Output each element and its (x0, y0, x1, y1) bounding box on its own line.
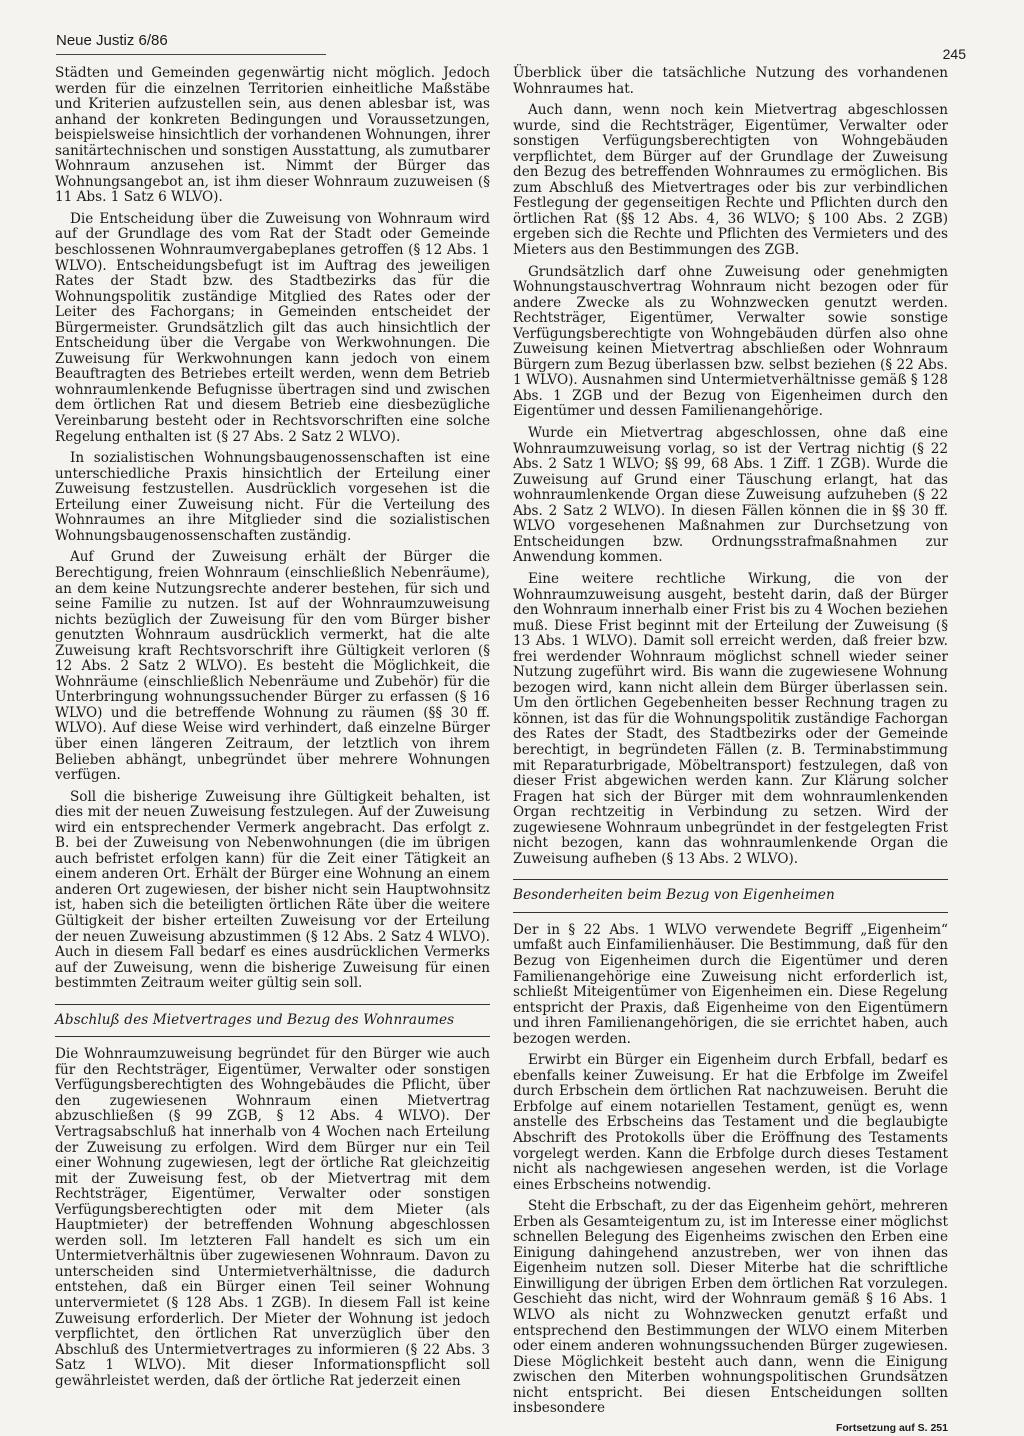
paragraph: Auch dann, wenn noch kein Mietvertrag abgeschlossen wurde, sind die Rechtsträger, Eigentümer, Verwalter oder sonstigen Verfügungsberechtigten von Wohngebäuden verpflichtet, dem Bürger auf der Grundlage der Zuweisung den Bezug des betreffenden Wohnraumes zu ermöglichen. Bis zum Abschluß des Mietvertrages oder bis zur verbindlichen Festlegung der gegenseitigen Rechte und Pflichten durch den örtlichen Rat (§§ 12 Abs. 4, 36 WLVO; § 100 Abs. 2 ZGB) ergeben sich die Rechte und Pflichten des Vermieters und des Mieters aus den Bestimmungen des ZGB. (513, 102, 948, 259)
journal-title: Neue Justiz 6/86 (56, 32, 168, 49)
paragraph: Steht die Erbschaft, zu der das Eigenheim gehört, mehreren Erben als Gesamteigentum zu, ist im Interesse einer möglichst schnellen Belegung des Eigenheims zwischen den Erben eine Einigung dahingehend anzustreben, wer von ihnen das Eigenheim nutzen soll. Dieser Miterbe hat die schriftliche Einwilligung der übrigen Erben dem örtlichen Rat vorzulegen. Geschieht das nicht, wird der Wohnraum gemäß § 16 Abs. 1 WLVO als nicht zu Wohnzwecken genutzt erfaßt und entsprechend den Bestimmungen der WLVO einem Miterben oder einem anderen wohnungssuchenden Bürger zugewiesen. Diese Möglichkeit besteht auch dann, wenn die Einigung zwischen den Miterben wohnungspolitischen Grundsätzen nicht entspricht. Bei diesen Entscheidungen sollten insbesondere (513, 1198, 948, 1417)
paragraph: In sozialistischen Wohnungsbaugenossenschaften ist eine unterschiedliche Praxis hinsichtlich der Erteilung einer Zuweisung festzustellen. Ausdrücklich vorgesehen ist die Erteilung einer Zuweisung nicht. Für die Verteilung des Wohnraumes an ihre Mitglieder sind die sozialistischen Wohnungsbaugenossenschaften zuständig. (55, 450, 490, 544)
paragraph: Die Entscheidung über die Zuweisung von Wohnraum wird auf der Grundlage des vom Rat der Stadt oder Gemeinde beschlossenen Wohnraumvergabeplanes getroffen (§ 12 Abs. 1 WLVO). Entscheidungsbefugt ist im Auftrag des jeweiligen Rates der Stadt bzw. des Stadtbezirks das für die Wohnungspolitik zuständige Mitglied des Rates oder der Leiter des Fachorgans; in Gemeinden entscheidet der Bürgermeister. Grundsätzlich gilt das auch hinsichtlich der Entscheidung über die Vergabe von Werkwohnungen. Die Zuweisung für Werkwohnungen kann jedoch von einem Beauftragten des Betriebes erteilt werden, wenn dem Betrieb wohnraumlenkende Befugnisse übertragen sind und zwischen dem örtlichen Rat und diesem Betrieb eine diesbezügliche Vereinbarung besteht oder in Rechtsvorschriften eine solche Regelung enthalten ist (§ 27 Abs. 2 Satz 2 WLVO). (55, 210, 490, 445)
paragraph: Eine weitere rechtliche Wirkung, die von der Wohnraumzuweisung ausgeht, besteht darin, daß der Bürger den Wohnraum innerhalb einer Frist bis zu 4 Wochen beziehen muß. Diese Frist beginnt mit der Erteilung der Zuweisung (§ 13 Abs. 1 WLVO). Damit soll erreicht werden, daß freier bzw. frei werdender Wohnraum möglichst schnell wieder seiner Nutzung zugeführt wird. Bis wann die zugewiesene Wohnung bezogen wird, kann nicht allein dem Bürger überlassen sein. Um den örtlichen Gegebenheiten besser Rechnung tragen zu können, ist das für die Wohnungspolitik zuständige Fachorgan des Rates der Stadt, des Stadtbezirks oder der Gemeinde berechtigt, in begründeten Fällen (z. B. Terminabstimmung mit Reparaturbrigade, Möbeltransport) festzulegen, daß von dieser Frist abgewichen werden kann. Zur Klärung solcher Fragen hat sich der Bürger mit dem wohnraumlenkenden Organ rechtzeitig in Verbindung zu setzen. Wird der zugewiesene Wohnraum unbegründet in der festgelegten Frist nicht bezogen, kann das wohnraumlenkende Organ die Zuweisung aufheben (§ 13 Abs. 2 WLVO). (513, 570, 948, 867)
paragraph: Wurde ein Mietvertrag abgeschlossen, ohne daß eine Wohnraumzuweisung vorlag, so ist der Vertrag nichtig (§ 22 Abs. 2 Satz 1 WLVO; §§ 99, 68 Abs. 1 Ziff. 1 ZGB). Wurde die Zuweisung auf Grund einer Täuschung erlangt, hat das wohnraumlenkende Organ diese Zuweisung aufzuheben (§ 22 Abs. 2 Satz 2 WLVO). In diesen Fällen können die in §§ 30 ff. WLVO vorgesehenen Maßnahmen zur Durchsetzung von Entscheidungen bzw. Ordnungsstrafmaßnahmen zur Anwendung kommen. (513, 425, 948, 566)
continuation-note: Fortsetzung auf S. 251 (835, 1421, 948, 1434)
header-rule (56, 54, 326, 55)
paragraph: Der in § 22 Abs. 1 WLVO verwendete Begriff „Eigenheim“ umfaßt auch Einfamilienhäuser. Die Bestimmung, daß für den Bezug von Eigenheimen durch die Eigentümer und deren Familienangehörige eine Zuweisung nicht erforderlich ist, schließt Miteigentümer von Eigenheimen ein. Diese Regelung entspricht der Praxis, daß Eigenheime von den Eigentümern und ihren Familienangehörigen, die sie errichtet haben, auch bezogen werden. (513, 921, 948, 1047)
section-heading: Abschluß des Mietvertrages und Bezug des Wohnraumes (55, 1004, 490, 1038)
paragraph: Auf Grund der Zuweisung erhält der Bürger die Berechtigung, freien Wohnraum (einschließlich Nebenräume), an dem keine Nutzungsrechte anderer bestehen, für sich und seine Familie zu nutzen. Ist auf der Wohnraumzuweisung nichts bezüglich der Zuweisung für den vom Bürger bisher genutzten Wohnraum ausdrücklich vermerkt, hat die alte Zuweisung kraft Rechtsvorschrift ihre Gültigkeit verloren (§ 12 Abs. 2 Satz 2 WLVO). Es besteht die Möglichkeit, die Wohnräume (einschließlich Nebenräume und Zubehör) für die Unterbringung wohnungssuchender Bürger zu erfassen (§ 16 WLVO) und die betreffende Wohnung zu räumen (§§ 30 ff. WLVO). Auf diese Weise wird verhindert, daß einzelne Bürger über einen längeren Zeitraum, der letztlich von ihrem Belieben abhängt, unbegründet über mehrere Wohnungen verfügen. (55, 549, 490, 784)
paragraph: Soll die bisherige Zuweisung ihre Gültigkeit behalten, ist dies mit der neuen Zuweisung festzulegen. Auf der Zuweisung wird ein entsprechender Vermerk angebracht. Das erfolgt z. B. bei der Zuweisung von Nebenwohnungen (die im übrigen auch befristet erfolgen kann) für die Zeit einer Tätigkeit an einem anderen Ort. Erhält der Bürger eine Wohnung an einem anderen Ort zugewiesen, der bisher nicht sein Hauptwohnsitz ist, haben sich die beteiligten örtlichen Räte über die weitere Gültigkeit der bisher erteilten Zuweisung vor der Erteilung der neuen Zuweisung abzustimmen (§ 12 Abs. 2 Satz 4 WLVO). Auch in diesem Fall bedarf es eines ausdrücklichen Vermerks auf der Zuweisung, wenn die bisherige Zuweisung für einen bestimmten Zeitraum weiter gültig sein soll. (55, 788, 490, 992)
paragraph: Die Wohnraumzuweisung begründet für den Bürger wie auch für den Rechtsträger, Eigentümer, Verwalter oder sonstigen Verfügungsberechtigten des Wohngebäudes die Pflicht, über den zugewiesenen Wohnraum einen Mietvertrag abzuschließen (§ 99 ZGB, § 12 Abs. 4 WLVO). Der Vertragsabschluß hat innerhalb von 4 Wochen nach Erteilung der Zuweisung zu erfolgen. Wird dem Bürger nur ein Teil einer Wohnung zugewiesen, legt der örtliche Rat gleichzeitig mit der Zuweisung fest, ob der Mietvertrag mit dem Rechtsträger, Eigentümer, Verwalter oder sonstigen Verfügungsberechtigten oder mit dem Mieter (als Hauptmieter) der betreffenden Wohnung abgeschlossen werden soll. Im letzteren Fall handelt es sich um ein Untermietverhältnis über zugewiesenen Wohnraum. Davon zu unterscheiden sind Untermietverhältnisse, die dadurch entstehen, daß ein Bürger einen Teil seiner Wohnung untervermietet (§ 128 Abs. 1 ZGB). In diesem Fall ist keine Zuweisung erforderlich. Der Mieter der Wohnung ist jedoch verpflichtet, den örtlichen Rat unverzüglich über den Abschluß des Untermietvertrages zu informieren (§ 22 Abs. 3 Satz 1 WLVO). Mit dieser Informationspflicht soll gewährleistet werden, daß der örtliche Rat jederzeit einen (55, 1046, 490, 1389)
paragraph: Grundsätzlich darf ohne Zuweisung oder genehmigten Wohnungstauschvertrag Wohnraum nicht bezogen oder für andere Zwecke als zu Wohnzwecken genutzt werden. Rechtsträger, Eigentümer, Verwalter sowie sonstige Verfügungsberechtigte von Wohngebäuden dürfen also ohne Zuweisung keinen Mietvertrag abschließen oder Wohnraum Bürgern zum Bezug überlassen bzw. selbst beziehen (§ 22 Abs. 1 WLVO). Ausnahmen sind Untermietverhältnisse gemäß § 128 Abs. 1 ZGB und der Bezug von Eigenheimen durch den Eigentümer und dessen Familienangehörige. (513, 263, 948, 420)
paragraph: Überblick über die tatsächliche Nutzung des vorhandenen Wohnraumes hat. (513, 65, 948, 97)
paragraph: Städten und Gemeinden gegenwärtig nicht möglich. Jedoch werden für die einzelnen Territorien einheitliche Maßstäbe und Kriterien aufzustellen sein, aus denen ablesbar ist, was anhand der konkreten Bedingungen und Voraussetzungen, beispielsweise hinsichtlich der vorhandenen Wohnungen, ihrer sanitärtechnischen und sonstigen Ausstattung, als zumutbarer Wohnraum anzusehen ist. Nimmt der Bürger das Wohnungsangebot an, ist ihm dieser Wohnraum zuzuweisen (§ 11 Abs. 1 Satz 6 WLVO). (55, 65, 490, 206)
page-number: 245 (942, 46, 966, 62)
section-heading: Besonderheiten beim Bezug von Eigenheimen (513, 879, 948, 913)
paragraph: Erwirbt ein Bürger ein Eigenheim durch Erbfall, bedarf es ebenfalls keiner Zuweisung. Er hat die Erbfolge im Zweifel durch Erbschein dem örtlichen Rat nachzuweisen. Beruht die Erbfolge auf einem notariellen Testament, genügt es, wenn anstelle des Erbscheins das Testament und die beglaubigte Abschrift des Protokolls über die Eröffnung des Testaments vorgelegt werden. Kann die Erbfolge durch dieses Testament nicht als nachgewiesen angesehen werden, ist die Vorlage eines Erbscheins notwendig. (513, 1052, 948, 1193)
left-column (55, 66, 490, 1389)
right-column (513, 66, 948, 1436)
